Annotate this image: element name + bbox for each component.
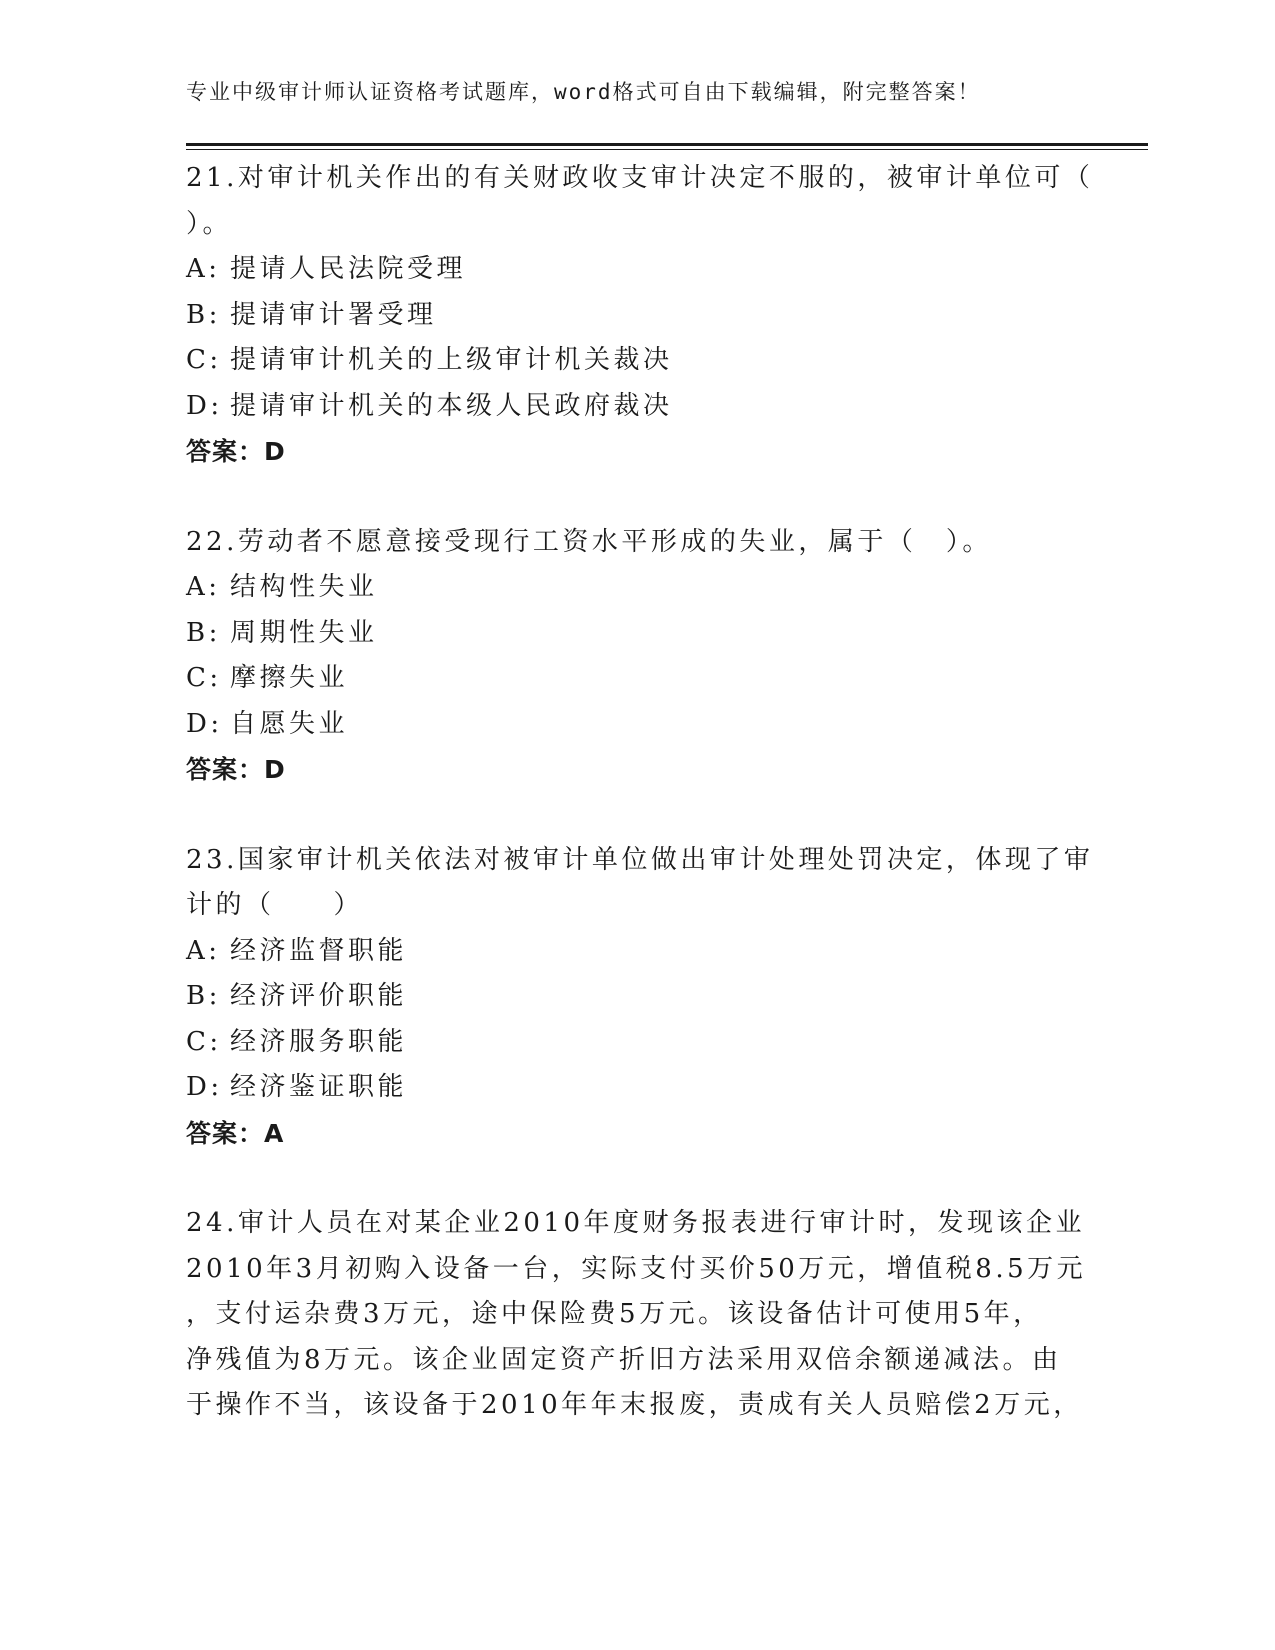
option-text: 经济服务职能 <box>230 1026 408 1057</box>
option-c <box>186 656 1086 702</box>
option-a <box>186 929 1086 975</box>
question-stem-line: 23.国家审计机关依法对被审计单位做出审计处理处罚决定，体现了审 <box>186 844 1094 875</box>
option-b <box>186 293 1086 339</box>
page-header: 专业中级审计师认证资格考试题库，word格式可自由下载编辑，附完整答案！ <box>186 80 981 104</box>
option-text: 周期性失业 <box>230 617 378 648</box>
option-d <box>186 702 1086 748</box>
option-text: 提请审计机关的本级人民政府裁决 <box>230 390 673 421</box>
option-text: 提请审计机关的上级审计机关裁决 <box>230 345 673 375</box>
option-b <box>186 974 1086 1020</box>
option-label: B: <box>186 299 221 330</box>
option-c <box>186 1020 1086 1066</box>
question-stem-line: 于操作不当，该设备于2010年年末报废，责成有关人员赔偿2万元， <box>186 1390 1083 1420</box>
question-stem-line: 2010年3月初购入设备一台，实际支付买价50万元，增值税8.5万元 <box>186 1253 1087 1284</box>
answer-line: 答案：A <box>186 1118 285 1148</box>
option-text: 摩擦失业 <box>230 663 349 693</box>
option-label: D: <box>186 390 223 421</box>
question-21 <box>186 156 1094 475</box>
option-label: A: <box>186 935 221 966</box>
question-22 <box>186 520 1086 793</box>
option-a <box>186 247 1086 293</box>
option-label: D: <box>186 708 223 739</box>
question-list <box>186 156 1094 1474</box>
option-a <box>186 565 1086 611</box>
question-24 <box>186 1201 1086 1429</box>
header-rule-thick <box>186 143 1148 146</box>
answer-line: 答案：D <box>186 437 286 466</box>
option-label: A: <box>186 254 221 284</box>
option-label: A: <box>186 572 221 602</box>
option-text: 经济监督职能 <box>230 935 408 966</box>
option-label: C: <box>186 663 222 693</box>
question-stem-line: ，支付运杂费3万元，途中保险费5万元。该设备估计可使用5年， <box>186 1299 1043 1329</box>
option-text: 自愿失业 <box>230 708 349 739</box>
question-stem-line: 22.劳动者不愿意接受现行工资水平形成的失业，属于（ ）。 <box>186 526 992 557</box>
option-text: 结构性失业 <box>230 572 378 602</box>
option-text: 经济鉴证职能 <box>230 1072 408 1102</box>
option-text: 提请人民法院受理 <box>230 254 467 284</box>
header-rule-thin <box>186 149 1148 150</box>
question-stem-line: 净残值为8万元。该企业固定资产折旧方法采用双倍余额递减法。由 <box>186 1344 1062 1375</box>
question-stem-line: 21.对审计机关作出的有关财政收支审计决定不服的，被审计单位可（ <box>186 163 1094 193</box>
option-label: C: <box>186 1026 222 1057</box>
option-label: D: <box>186 1072 223 1102</box>
option-text: 经济评价职能 <box>230 981 408 1011</box>
question-stem-line: 计的（ ） <box>186 890 364 920</box>
question-stem-line: 24.审计人员在对某企业2010年度财务报表进行审计时，发现该企业 <box>186 1208 1086 1238</box>
question-23 <box>186 838 1094 1157</box>
option-d <box>186 384 1086 430</box>
question-stem-line: ）。 <box>186 208 233 239</box>
option-text: 提请审计署受理 <box>230 299 437 330</box>
option-d <box>186 1065 1086 1111</box>
option-label: B: <box>186 981 221 1011</box>
option-label: C: <box>186 345 222 375</box>
option-b <box>186 611 1086 657</box>
option-label: B: <box>186 617 221 648</box>
option-c <box>186 338 1086 384</box>
answer-line: 答案：D <box>186 755 286 784</box>
